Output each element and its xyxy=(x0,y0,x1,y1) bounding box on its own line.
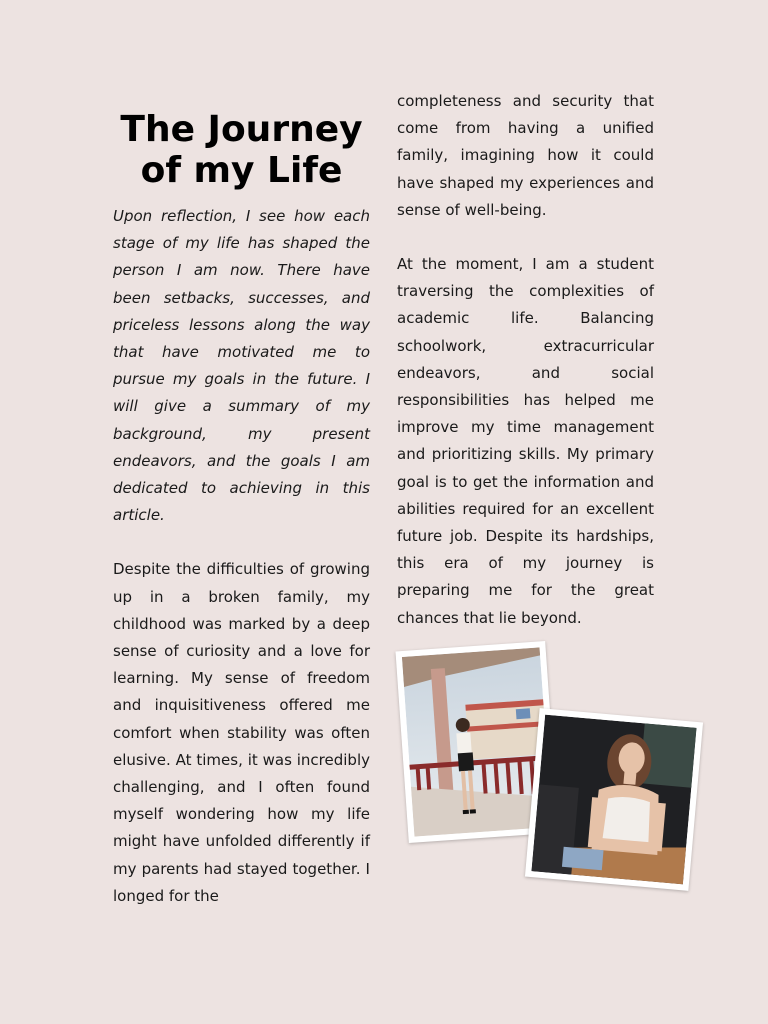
cafe-evening-image xyxy=(531,715,696,885)
article-title: The Journey of my Life xyxy=(120,109,363,191)
photo-cafe-evening xyxy=(525,708,703,891)
school-balcony-image xyxy=(402,647,552,836)
right-column xyxy=(397,88,654,632)
continuation-paragraph: completeness and security that come from having a unified family, imagining how it could have shaped my experiences and sense of well-being. xyxy=(397,92,654,219)
intro-paragraph: Upon reflection, I see how each stage of my life has shaped the person I am now. There have been setbacks, successes, and priceless lessons along the way that have motivated me to pursue my goals in the future. I will give a summary of my background, my present endeavors, and the goals I am dedicated to achieving in this article. xyxy=(113,207,370,525)
childhood-paragraph: Despite the difficulties of growing up in a broken family, my childhood was marked by a deep sense of curiosity and a love for learning. My sense of freedom and inquisitiveness offered me comfort when stability was often elusive. At times, it was incredibly challenging, and I often found myself wondering how my life might have unfolded differently if my parents had stayed together. I longed for the xyxy=(113,560,370,905)
left-column xyxy=(113,109,370,910)
present-paragraph: At the moment, I am a student traversing the complexities of academic life. Balancing schoolwork, extracurricular endeavors, and social responsibilities has helped me improve my time management and prioritizing skills. My primary goal is to get the information and abilities required for an excellent future job. Despite its hardships, this era of my journey is preparing me for the great chances that lie beyond. xyxy=(397,255,654,627)
